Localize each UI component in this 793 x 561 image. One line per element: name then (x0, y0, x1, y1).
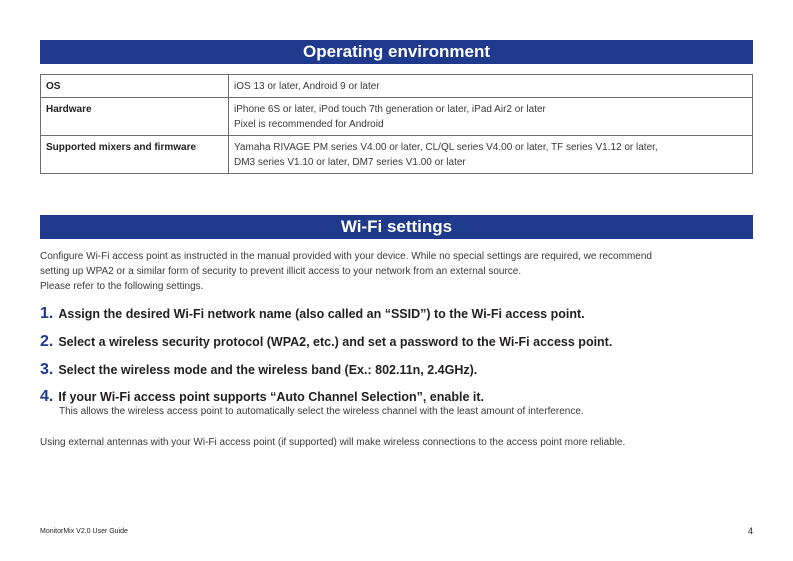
step-text: If your Wi-Fi access point supports “Auto Channel Selection”, enable it. (58, 390, 484, 404)
operating-environment-table (40, 74, 753, 174)
intro-line: Please refer to the following settings. (40, 281, 204, 292)
row-value-line: Yamaha RIVAGE PM series V4.00 or later, CL/QL series V4.00 or later, TF series V1.12 or later, (234, 142, 658, 153)
step-number: 2. (40, 333, 54, 350)
footer-guide-title: MonitorMix V2.0 User Guide (40, 528, 128, 535)
row-value-line: iPhone 6S or later, iPod touch 7th generation or later, iPad Air2 or later (234, 104, 546, 115)
wifi-settings-heading: Wi-Fi settings (40, 215, 753, 239)
intro-line: setting up WPA2 or a similar form of security to prevent illicit access to your network from an external source. (40, 266, 522, 277)
page-number: 4 (747, 526, 753, 536)
step-1 (40, 305, 585, 323)
row-value-os (229, 75, 753, 98)
operating-environment-heading: Operating environment (40, 40, 753, 64)
row-value-hardware (229, 98, 753, 136)
wifi-intro-paragraph (40, 249, 753, 294)
row-value-line: iOS 13 or later, Android 9 or later (234, 81, 380, 92)
step-number: 3. (40, 361, 54, 378)
row-value-line: DM3 series V1.10 or later, DM7 series V1.00 or later (234, 157, 466, 168)
table-row-hardware (41, 98, 753, 136)
step-number: 1. (40, 305, 54, 322)
step-text: Select the wireless mode and the wireless band (Ex.: 802.11n, 2.4GHz). (58, 363, 478, 377)
row-key-os: OS (41, 75, 229, 98)
step-text: Select a wireless security protocol (WPA2, etc.) and set a password to the Wi-Fi access point. (58, 335, 613, 349)
row-key-hardware: Hardware (41, 98, 229, 136)
step-text: Assign the desired Wi-Fi network name (also called an “SSID”) to the Wi-Fi access point. (58, 307, 585, 321)
intro-line: Configure Wi-Fi access point as instructed in the manual provided with your device. While no special settings are required, we recommend (40, 251, 652, 262)
step-2 (40, 333, 612, 351)
table-row-mixers (41, 136, 753, 174)
step-3 (40, 361, 477, 379)
row-value-mixers (229, 136, 753, 174)
antenna-footnote: Using external antennas with your Wi-Fi access point (if supported) will make wireless connections to the access point more reliable. (40, 437, 626, 448)
row-value-line: Pixel is recommended for Android (234, 119, 384, 130)
table-row-os (41, 75, 753, 98)
step-4-note: This allows the wireless access point to automatically select the wireless channel with the least amount of interference. (59, 406, 584, 417)
row-key-mixers: Supported mixers and firmware (41, 136, 229, 174)
step-4 (40, 388, 484, 406)
step-number: 4. (40, 388, 54, 405)
